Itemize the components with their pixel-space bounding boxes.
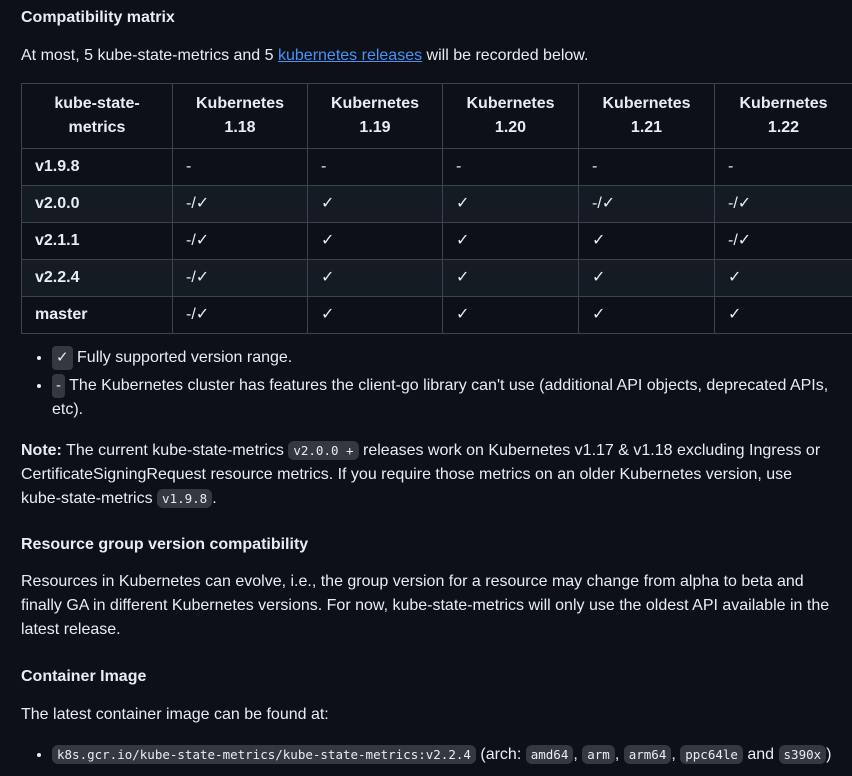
- table-cell: ✓: [443, 223, 579, 260]
- version-code: v2.0.0 +: [288, 441, 358, 460]
- row-version: v2.2.4: [22, 260, 173, 297]
- compatibility-table: [21, 83, 852, 334]
- note-paragraph: Note: The current kube-state-metrics v2.0.0 + releases work on Kubernetes v1.17 & v1.18 excluding Ingress or CertificateSigningRequest resource metrics. If you require those metrics on an older Kubernetes version, use kube-state-metrics v1.9.8 .: [21, 442, 821, 507]
- table-cell: ✓: [443, 186, 579, 223]
- container-image-heading: Container Image: [21, 668, 147, 685]
- legend-text: The Kubernetes cluster has features the client-go library can't use (additional API objects, deprecated APIs, etc).: [52, 377, 829, 418]
- checkmark-code: ✓: [52, 346, 73, 370]
- table-cell: ✓: [443, 260, 579, 297]
- col-header-k8s-122: Kubernetes 1.22: [715, 84, 852, 149]
- version-code: v1.9.8: [157, 489, 212, 508]
- col-header-k8s-119: Kubernetes 1.19: [308, 84, 443, 149]
- table-row: [22, 297, 852, 334]
- container-paragraph: The latest container image can be found at:: [21, 706, 329, 723]
- col-header-k8s-121: Kubernetes 1.21: [579, 84, 715, 149]
- table-header-row: [22, 84, 852, 149]
- legend-text: Fully supported version range.: [72, 349, 293, 366]
- table-cell: -/✓: [715, 186, 852, 223]
- arch-code: arm64: [624, 745, 672, 764]
- list-item: • k8s.gcr.io/kube-state-metrics/kube-state-metrics:v2.2.4 (arch: amd64 , arm , arm64 , ppc64le and s390x ): [52, 743, 852, 767]
- col-header-ksm: kube-state- metrics: [22, 84, 173, 149]
- legend-list: [21, 346, 852, 422]
- table-cell: -: [715, 149, 852, 186]
- compatibility-matrix-heading: Compatibility matrix: [21, 9, 175, 26]
- row-version: v1.9.8: [22, 149, 173, 186]
- note-label: Note:: [21, 442, 62, 459]
- intro-paragraph: [21, 44, 588, 68]
- resource-paragraph: Resources in Kubernetes can evolve, i.e., the group version for a resource may change from alpha to beta and finally GA in different Kubernetes versions. For now, kube-state-metrics will only use the oldest API available in the latest release.: [21, 573, 830, 638]
- table-cell: ✓: [579, 223, 715, 260]
- table-cell: -/✓: [173, 223, 308, 260]
- list-item: [52, 346, 852, 370]
- table-cell: ✓: [715, 260, 852, 297]
- table-cell: -: [443, 149, 579, 186]
- row-version: v2.0.0: [22, 186, 173, 223]
- dash-code: -: [52, 374, 65, 398]
- intro-text: At most, 5 kube-state-metrics and 5: [21, 47, 278, 64]
- row-version: master: [22, 297, 173, 334]
- table-cell: ✓: [715, 297, 852, 334]
- arch-code: ppc64le: [680, 745, 743, 764]
- kubernetes-releases-link[interactable]: kubernetes releases: [278, 47, 423, 64]
- table-cell: ✓: [308, 186, 443, 223]
- table-cell: -/✓: [715, 223, 852, 260]
- intro-suffix: will be recorded below.: [422, 47, 589, 64]
- resource-group-heading: Resource group version compatibility: [21, 536, 309, 553]
- table-cell: -: [308, 149, 443, 186]
- table-cell: -/✓: [579, 186, 715, 223]
- row-version: v2.1.1: [22, 223, 173, 260]
- list-item: [52, 374, 852, 422]
- table-cell: -: [579, 149, 715, 186]
- table-cell: ✓: [308, 260, 443, 297]
- table-cell: ✓: [308, 223, 443, 260]
- table-row: [22, 223, 852, 260]
- arch-code: s390x: [779, 745, 827, 764]
- table-row: [22, 186, 852, 223]
- image-list: [21, 743, 852, 767]
- arch-code: arm: [582, 745, 615, 764]
- table-cell: ✓: [579, 297, 715, 334]
- table-cell: -/✓: [173, 260, 308, 297]
- col-header-k8s-118: Kubernetes 1.18: [173, 84, 308, 149]
- table-cell: -: [173, 149, 308, 186]
- arch-code: amd64: [526, 745, 574, 764]
- table-row: [22, 260, 852, 297]
- image-path-code: k8s.gcr.io/kube-state-metrics/kube-state-metrics:v2.2.4: [52, 745, 476, 764]
- table-row: [22, 149, 852, 186]
- col-header-k8s-120: Kubernetes 1.20: [443, 84, 579, 149]
- table-cell: ✓: [443, 297, 579, 334]
- table-cell: -/✓: [173, 186, 308, 223]
- table-cell: -/✓: [173, 297, 308, 334]
- table-cell: ✓: [579, 260, 715, 297]
- table-cell: ✓: [308, 297, 443, 334]
